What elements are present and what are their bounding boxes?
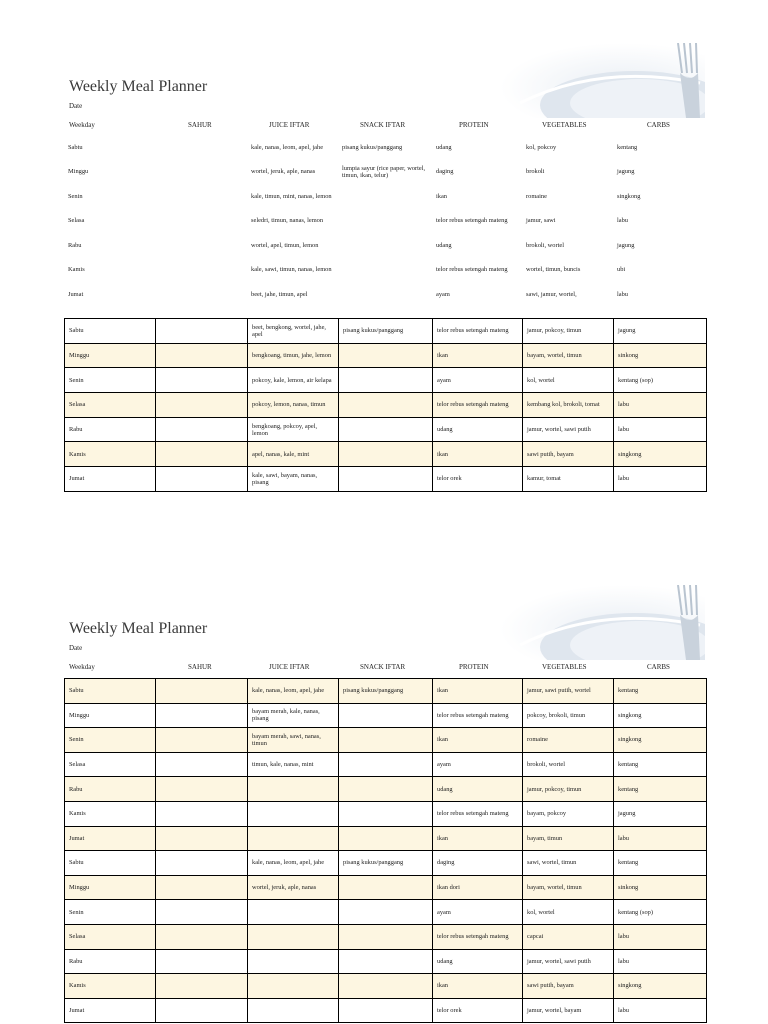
column-headers	[64, 121, 706, 133]
weekday-cell: Senin	[65, 900, 156, 925]
weekday-cell: Rabu	[68, 241, 82, 249]
snack-iftar-cell	[339, 752, 433, 777]
header-weekday: Weekday	[69, 663, 95, 671]
juice-iftar-cell: timun, kale, nanas, mint	[248, 752, 339, 777]
weekday-cell: Jumat	[68, 290, 84, 298]
carbs-cell: sinkong	[614, 875, 707, 900]
juice-iftar-cell: wortel, jeruk, aple, nanas	[248, 875, 339, 900]
weekday-cell: Selasa	[65, 752, 156, 777]
juice-iftar-cell	[248, 801, 339, 826]
carbs-cell: jagung	[614, 801, 707, 826]
sahur-cell	[156, 467, 248, 492]
juice-iftar-cell: wortel, jeruk, aple, nanas	[251, 168, 316, 176]
juice-iftar-cell: apel, nanas, kale, mint	[248, 442, 339, 467]
vegetables-cell: romaine	[523, 728, 614, 753]
protein-cell: udang	[433, 949, 523, 974]
table-row	[65, 875, 707, 900]
sahur-cell	[155, 184, 247, 209]
table-row	[64, 184, 706, 209]
juice-iftar-cell: kale, nanas, leom, apel, jahe	[251, 143, 324, 151]
vegetables-cell: jamur, wortel, bayam	[523, 998, 614, 1023]
protein-cell: udang	[433, 417, 523, 442]
vegetables-cell: jamur, sawi putih, wortel	[523, 679, 614, 704]
protein-cell: telor rebus setengah mateng	[433, 924, 523, 949]
sahur-cell	[156, 368, 248, 393]
carbs-cell: labu	[614, 393, 707, 418]
juice-iftar-cell: kale, sawi, bayam, nanas, pisang	[248, 467, 339, 492]
table-row	[65, 949, 707, 974]
sahur-cell	[156, 974, 248, 999]
table-row	[65, 924, 707, 949]
header-vegetables: VEGETABLES	[542, 121, 587, 129]
snack-iftar-cell: pisang kukus/panggang	[339, 319, 433, 344]
vegetables-cell: brokoli, wortel	[523, 752, 614, 777]
protein-cell: telor rebus setengah mateng	[433, 703, 523, 728]
carbs-cell: singkong	[614, 728, 707, 753]
weekday-cell: Minggu	[65, 343, 156, 368]
protein-cell: udang	[436, 143, 452, 151]
weekday-cell: Selasa	[65, 393, 156, 418]
juice-iftar-cell	[248, 998, 339, 1023]
weekday-cell: Minggu	[68, 168, 89, 176]
protein-cell: ikan	[433, 974, 523, 999]
vegetables-cell: wortel, timun, buncis	[526, 266, 581, 274]
sahur-cell	[156, 393, 248, 418]
juice-iftar-cell	[248, 924, 339, 949]
weekday-cell: Sabtu	[65, 679, 156, 704]
juice-iftar-cell	[248, 949, 339, 974]
page-title: Weekly Meal Planner	[69, 78, 208, 95]
sahur-cell	[156, 417, 248, 442]
protein-cell: ikan	[433, 343, 523, 368]
carbs-cell: labu	[614, 924, 707, 949]
vegetables-cell: bayam, wortel, timun	[523, 875, 614, 900]
plate-fork-banner-icon	[500, 585, 705, 660]
vegetables-cell: romaine	[526, 192, 547, 200]
header-carbs: CARBS	[647, 121, 670, 129]
weekday-cell: Jumat	[65, 826, 156, 851]
protein-cell: ikan	[433, 679, 523, 704]
header-protein: PROTEIN	[459, 663, 489, 671]
protein-cell: daging	[436, 168, 454, 176]
table-row	[65, 752, 707, 777]
vegetables-cell: pokcoy, brokoli, timun	[523, 703, 614, 728]
header-weekday: Weekday	[69, 121, 95, 129]
juice-iftar-cell: pokcoy, kale, lemon, air kelapa	[248, 368, 339, 393]
juice-iftar-cell: pokcoy, lemon, nanas, timun	[248, 393, 339, 418]
snack-iftar-cell	[339, 949, 433, 974]
snack-iftar-cell	[339, 998, 433, 1023]
juice-iftar-cell: seledri, timun, nanas, lemon	[251, 217, 324, 225]
page-title: Weekly Meal Planner	[69, 620, 208, 637]
bordered-week-table	[64, 318, 707, 492]
snack-iftar-cell	[338, 209, 432, 234]
protein-cell: ayam	[433, 900, 523, 925]
sahur-cell	[156, 998, 248, 1023]
juice-iftar-cell: kale, nanas, leom, apel, jahe	[248, 679, 339, 704]
table-row	[65, 442, 707, 467]
header-sahur: SAHUR	[188, 663, 212, 671]
sahur-cell	[156, 728, 248, 753]
snack-iftar-cell: pisang kukus/panggang	[339, 851, 433, 876]
snack-iftar-cell	[338, 282, 432, 307]
table-row	[65, 393, 707, 418]
sahur-cell	[156, 442, 248, 467]
carbs-cell: labu	[614, 998, 707, 1023]
snack-iftar-cell	[338, 184, 432, 209]
snack-iftar-cell: lumpia sayur (rice paper, wortel, timun, ikan, telur)	[342, 164, 426, 179]
juice-iftar-cell: kale, nanas, leom, apel, jahe	[248, 851, 339, 876]
weekday-cell: Rabu	[65, 777, 156, 802]
protein-cell: ikan	[433, 826, 523, 851]
carbs-cell: sinkong	[614, 343, 707, 368]
carbs-cell: labu	[617, 290, 629, 298]
protein-cell: daging	[433, 851, 523, 876]
sahur-cell	[156, 343, 248, 368]
sahur-cell	[156, 777, 248, 802]
carbs-cell: kentang (sop)	[614, 368, 707, 393]
plate-fork-banner-icon	[500, 43, 705, 118]
protein-cell: telor rebus setengah mateng	[433, 393, 523, 418]
table-row	[64, 282, 706, 307]
snack-iftar-cell	[339, 368, 433, 393]
table-row	[65, 467, 707, 492]
sahur-cell	[156, 752, 248, 777]
table-row	[65, 801, 707, 826]
weekday-cell: Senin	[68, 192, 83, 200]
header-protein: PROTEIN	[459, 121, 489, 129]
protein-cell: udang	[436, 241, 452, 249]
weekday-cell: Kamis	[65, 442, 156, 467]
vegetables-cell: jamur, wortel, sawi putih	[523, 417, 614, 442]
table-row	[65, 368, 707, 393]
table-row	[64, 135, 706, 160]
protein-cell: telor rebus setengah mateng	[433, 319, 523, 344]
protein-cell: ikan dori	[433, 875, 523, 900]
protein-cell: ikan	[433, 442, 523, 467]
juice-iftar-cell	[248, 900, 339, 925]
weekday-cell: Sabtu	[65, 851, 156, 876]
sahur-cell	[156, 875, 248, 900]
carbs-cell: kentang	[614, 679, 707, 704]
carbs-cell: jagung	[617, 241, 635, 249]
juice-iftar-cell: bayam merah, sawi, nanas, timun	[248, 728, 339, 753]
vegetables-cell: kol, pokcoy	[526, 143, 557, 151]
protein-cell: ikan	[433, 728, 523, 753]
juice-iftar-cell: kale, sawi, timun, nanas, lemon	[251, 266, 332, 274]
vegetables-cell: bayam, pokcoy	[523, 801, 614, 826]
table-row	[64, 160, 706, 185]
sahur-cell	[155, 160, 247, 185]
carbs-cell: kentang	[614, 777, 707, 802]
carbs-cell: labu	[617, 217, 629, 225]
carbs-cell: singkong	[614, 974, 707, 999]
table-row	[65, 974, 707, 999]
table-row	[65, 343, 707, 368]
snack-iftar-cell	[339, 467, 433, 492]
weekday-cell: Jumat	[65, 467, 156, 492]
sahur-cell	[156, 826, 248, 851]
header-sahur: SAHUR	[188, 121, 212, 129]
vegetables-cell: kol, wortel	[523, 900, 614, 925]
sahur-cell	[156, 949, 248, 974]
carbs-cell: singkong	[614, 703, 707, 728]
snack-iftar-cell	[338, 258, 432, 283]
protein-cell: telor rebus setengah mateng	[433, 801, 523, 826]
snack-iftar-cell: pisang kukus/panggang	[339, 679, 433, 704]
weekday-cell: Selasa	[68, 217, 85, 225]
sahur-cell	[156, 851, 248, 876]
snack-iftar-cell	[339, 974, 433, 999]
juice-iftar-cell: kale, timun, mint, nanas, lemon	[251, 192, 332, 200]
protein-cell: ikan	[436, 192, 448, 200]
vegetables-cell: sawi, jamur, wortel,	[526, 290, 577, 298]
snack-iftar-cell	[339, 875, 433, 900]
vegetables-cell: bayam, wortel, timun	[523, 343, 614, 368]
snack-iftar-cell	[339, 826, 433, 851]
juice-iftar-cell: beet, bengkong, wortel, jahe, apel	[248, 319, 339, 344]
snack-iftar-cell	[339, 442, 433, 467]
header-snack-iftar: SNACK IFTAR	[360, 663, 406, 671]
table-row	[65, 851, 707, 876]
vegetables-cell: kembang kol, brokoli, tomat	[523, 393, 614, 418]
juice-iftar-cell	[248, 974, 339, 999]
header-juice-iftar: JUICE IFTAR	[269, 663, 310, 671]
vegetables-cell: sawi putih, bayam	[523, 442, 614, 467]
juice-iftar-cell: wortel, apel, timun, lemon	[251, 241, 319, 249]
header-carbs: CARBS	[647, 663, 670, 671]
table-row	[65, 826, 707, 851]
table-row	[65, 728, 707, 753]
column-headers	[64, 663, 706, 675]
vegetables-cell: kamur, tomat	[523, 467, 614, 492]
weekday-cell: Rabu	[65, 949, 156, 974]
table-row	[65, 777, 707, 802]
protein-cell: udang	[433, 777, 523, 802]
snack-iftar-cell	[339, 801, 433, 826]
weekday-cell: Kamis	[65, 801, 156, 826]
weekday-cell: Selasa	[65, 924, 156, 949]
protein-cell: ayam	[433, 368, 523, 393]
table-row	[65, 319, 707, 344]
carbs-cell: singkong	[617, 192, 641, 200]
table-row	[65, 900, 707, 925]
carbs-cell: ubi	[617, 266, 626, 274]
carbs-cell: kentang (sop)	[614, 900, 707, 925]
vegetables-cell: jamur, pokcoy, timun	[523, 319, 614, 344]
juice-iftar-cell: bengkoang, timun, jahe, lemon	[248, 343, 339, 368]
carbs-cell: labu	[614, 467, 707, 492]
snack-iftar-cell	[339, 417, 433, 442]
header-snack-iftar: SNACK IFTAR	[360, 121, 406, 129]
vegetables-cell: brokoli	[526, 168, 545, 176]
sahur-cell	[155, 282, 247, 307]
snack-iftar-cell	[339, 393, 433, 418]
vegetables-cell: bayam, timun	[523, 826, 614, 851]
sahur-cell	[155, 209, 247, 234]
vegetables-cell: jamur, pokcoy, timun	[523, 777, 614, 802]
sahur-cell	[156, 924, 248, 949]
vegetables-cell: jamur, sawi	[526, 217, 556, 225]
table-row	[64, 233, 706, 258]
snack-iftar-cell	[339, 777, 433, 802]
sahur-cell	[156, 801, 248, 826]
snack-iftar-cell	[338, 233, 432, 258]
date-label: Date	[69, 102, 83, 110]
table-row	[64, 209, 706, 234]
vegetables-cell: capcai	[523, 924, 614, 949]
sahur-cell	[155, 135, 247, 160]
weekday-cell: Rabu	[65, 417, 156, 442]
juice-iftar-cell: bengkoang, pokcoy, apel, lemon	[248, 417, 339, 442]
snack-iftar-cell	[339, 924, 433, 949]
sahur-cell	[156, 319, 248, 344]
carbs-cell: labu	[614, 417, 707, 442]
carbs-cell: jagung	[617, 168, 635, 176]
protein-cell: telor orek	[433, 467, 523, 492]
vegetables-cell: brokoli, wortel	[526, 241, 564, 249]
carbs-cell: labu	[614, 826, 707, 851]
sahur-cell	[156, 679, 248, 704]
date-label: Date	[69, 644, 83, 652]
carbs-cell: jagung	[614, 319, 707, 344]
protein-cell: telor rebus setengah mateng	[436, 217, 508, 225]
table-row	[65, 679, 707, 704]
juice-iftar-cell: bayam merah, kale, nanas, pisang	[248, 703, 339, 728]
header-juice-iftar: JUICE IFTAR	[269, 121, 310, 129]
header-vegetables: VEGETABLES	[542, 663, 587, 671]
carbs-cell: kentang	[614, 851, 707, 876]
protein-cell: ayam	[433, 752, 523, 777]
sahur-cell	[155, 233, 247, 258]
vegetables-cell: jamur, wortel, sawi putih	[523, 949, 614, 974]
protein-cell: ayam	[436, 290, 450, 298]
weekday-cell: Minggu	[65, 875, 156, 900]
plain-week-table	[64, 135, 706, 307]
carbs-cell: labu	[614, 949, 707, 974]
table-row	[64, 258, 706, 283]
carbs-cell: singkong	[614, 442, 707, 467]
sahur-cell	[156, 900, 248, 925]
table-row	[65, 703, 707, 728]
juice-iftar-cell	[248, 777, 339, 802]
vegetables-cell: sawi putih, bayam	[523, 974, 614, 999]
juice-iftar-cell: beet, jahe, timun, apel	[251, 290, 308, 298]
sahur-cell	[156, 703, 248, 728]
sahur-cell	[155, 258, 247, 283]
weekday-cell: Jumat	[65, 998, 156, 1023]
vegetables-cell: kol, wortel	[523, 368, 614, 393]
protein-cell: telor orek	[433, 998, 523, 1023]
weekday-cell: Minggu	[65, 703, 156, 728]
carbs-cell: kentang	[617, 143, 638, 151]
snack-iftar-cell	[339, 900, 433, 925]
protein-cell: telor rebus setengah mateng	[436, 266, 508, 274]
weekday-cell: Senin	[65, 368, 156, 393]
carbs-cell: kentang	[614, 752, 707, 777]
weekday-cell: Kamis	[68, 266, 85, 274]
snack-iftar-cell	[339, 728, 433, 753]
table-row	[65, 417, 707, 442]
table-row	[65, 998, 707, 1023]
snack-iftar-cell: pisang kukus/panggang	[342, 143, 403, 151]
weekday-cell: Kamis	[65, 974, 156, 999]
weekday-cell: Sabtu	[65, 319, 156, 344]
snack-iftar-cell	[339, 703, 433, 728]
weekday-cell: Senin	[65, 728, 156, 753]
bordered-week-table	[64, 678, 707, 1023]
snack-iftar-cell	[339, 343, 433, 368]
vegetables-cell: sawi, wortel, timun	[523, 851, 614, 876]
weekday-cell: Sabtu	[68, 143, 83, 151]
juice-iftar-cell	[248, 826, 339, 851]
